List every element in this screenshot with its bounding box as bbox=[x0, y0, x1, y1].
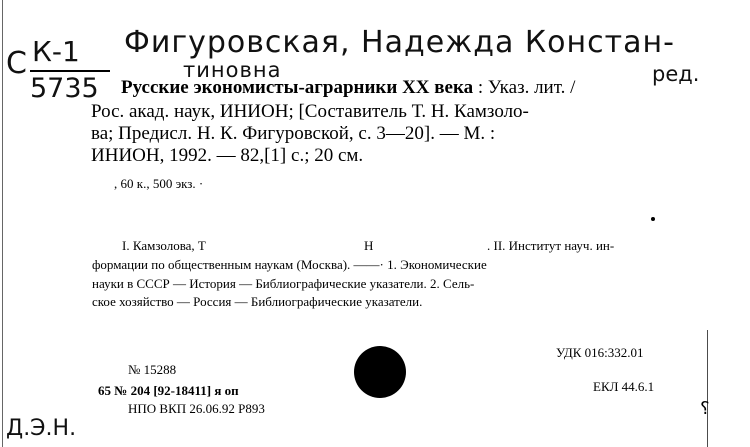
tracing-line-2: формации по общественным наукам (Москва). ——· 1. Экономические bbox=[92, 257, 487, 272]
author-handwritten-line2: тиновна bbox=[183, 58, 282, 82]
shelf-class: К-1 bbox=[32, 35, 80, 68]
call-number: 5735 bbox=[30, 73, 99, 104]
right-edge-mark bbox=[707, 330, 708, 447]
entry-line-2: Рос. акад. наук, ИНИОН; [Составитель Т. Н. Камзоло- bbox=[91, 101, 529, 122]
tracing-line-1a: I. Камзолова, Т bbox=[122, 238, 206, 253]
author-handwritten-line1: Фигуровская, Надежда Констан- bbox=[124, 25, 675, 60]
ekl-code: ЕКЛ 44.6.1 bbox=[593, 379, 655, 394]
initials: Д.Э.Н. bbox=[6, 416, 77, 441]
right-edge-scribble: ? bbox=[700, 398, 710, 419]
punch-hole bbox=[354, 346, 406, 398]
registry-line: 65 № 204 [92-18411] я оп bbox=[98, 383, 239, 398]
print-run: , 60 к., 500 экз. · bbox=[114, 176, 204, 191]
tracing-line-4: ское хозяйство — Россия — Библиографические указатели. bbox=[92, 294, 423, 309]
card-left-rule bbox=[2, 0, 3, 447]
tracing-line-1c: . II. Институт науч. ин- bbox=[487, 238, 615, 253]
udk-code: УДК 016:332.01 bbox=[556, 345, 644, 360]
npo-line: НПО ВКП 26.06.92 Р893 bbox=[128, 401, 265, 416]
stray-dot bbox=[651, 217, 655, 221]
entry-line-1 bbox=[121, 78, 575, 97]
record-number: № 15288 bbox=[128, 362, 177, 377]
editor-note: ред. bbox=[652, 62, 700, 86]
entry-line-3: ва; Предисл. Н. К. Фигуровской, с. 3—20]. — М. : bbox=[91, 123, 496, 144]
entry-line-1-rest: : Указ. лит. / bbox=[473, 77, 576, 98]
shelf-class-underline bbox=[30, 70, 110, 72]
tracing-line-1b: Н bbox=[364, 238, 374, 253]
prefix-letter: С bbox=[6, 46, 27, 81]
tracing-line-3: науки в СССР — История — Библиографические указатели. 2. Сель- bbox=[92, 276, 475, 291]
entry-line-4: ИНИОН, 1992. — 82,[1] с.; 20 см. bbox=[91, 145, 364, 166]
entry-title: Русские экономисты-аграрники XX века bbox=[121, 77, 474, 98]
